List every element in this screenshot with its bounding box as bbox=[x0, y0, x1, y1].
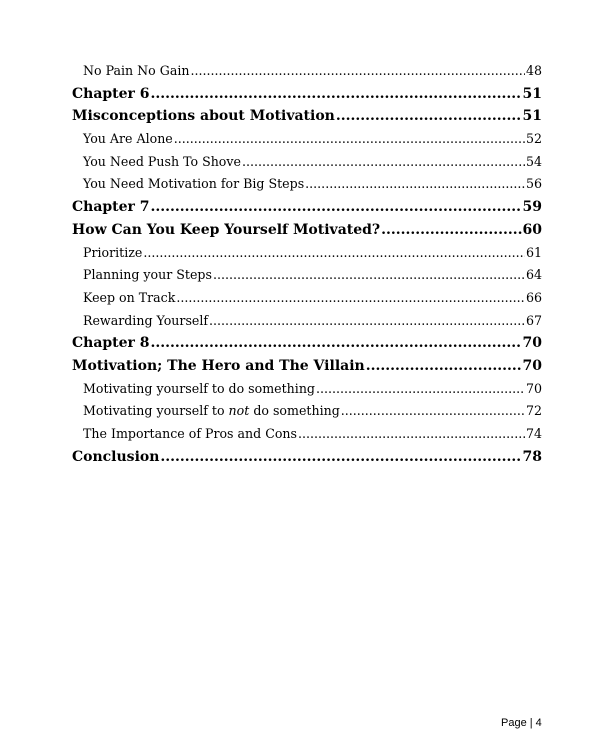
toc-entry[interactable] bbox=[72, 423, 542, 446]
toc-entry-title: Misconceptions about Motivation bbox=[72, 108, 335, 125]
toc-leader-dots bbox=[176, 287, 525, 310]
toc-entry-title: Chapter 6 bbox=[72, 85, 150, 102]
toc-entry[interactable] bbox=[72, 287, 542, 310]
toc-entry-page: 54 bbox=[525, 153, 542, 169]
toc-leader-dots bbox=[305, 173, 525, 196]
toc-entry-page: 78 bbox=[522, 448, 542, 465]
toc-entry[interactable] bbox=[72, 105, 542, 128]
toc-leader-dots bbox=[242, 151, 525, 174]
toc-entry-title: Keep on Track bbox=[83, 289, 176, 305]
toc-entry-page: 56 bbox=[525, 176, 542, 192]
toc-entry-title: Prioritize bbox=[83, 244, 143, 260]
toc-leader-dots bbox=[151, 196, 522, 219]
toc-entry-page: 66 bbox=[525, 289, 542, 305]
toc-entry[interactable] bbox=[72, 173, 542, 196]
toc-entry[interactable] bbox=[72, 219, 542, 242]
toc-entry[interactable] bbox=[72, 264, 542, 287]
toc-leader-dots bbox=[336, 105, 522, 128]
toc-entry-page: 52 bbox=[525, 131, 542, 147]
toc-leader-dots bbox=[160, 446, 521, 469]
toc-entry[interactable] bbox=[72, 128, 542, 151]
toc-entry-page: 61 bbox=[525, 244, 542, 260]
toc-entry-page: 72 bbox=[525, 403, 542, 419]
toc-entry-title bbox=[83, 400, 340, 423]
toc-entry[interactable] bbox=[72, 310, 542, 333]
toc-entry-title: Chapter 7 bbox=[72, 199, 150, 216]
toc-entry-page: 59 bbox=[522, 199, 542, 216]
toc-entry[interactable] bbox=[72, 151, 542, 174]
toc-entry-page: 64 bbox=[525, 267, 542, 283]
toc-leader-dots bbox=[151, 83, 522, 106]
toc-leader-dots bbox=[174, 128, 525, 151]
toc-entry-page: 67 bbox=[525, 312, 542, 328]
toc-leader-dots bbox=[366, 355, 522, 378]
toc-entry[interactable] bbox=[72, 332, 542, 355]
table-of-contents bbox=[72, 60, 542, 468]
toc-entry-title: Rewarding Yourself bbox=[83, 312, 209, 328]
toc-entry[interactable] bbox=[72, 242, 542, 265]
toc-entry-page: 51 bbox=[522, 108, 542, 125]
page-separator: | bbox=[529, 717, 533, 729]
toc-entry-page: 48 bbox=[525, 63, 542, 78]
toc-leader-dots bbox=[209, 310, 525, 333]
toc-entry[interactable] bbox=[72, 446, 542, 469]
toc-entry-title: Motivation; The Hero and The Villain bbox=[72, 357, 365, 374]
toc-entry-title: Planning your Steps bbox=[83, 267, 212, 283]
toc-entry-title: How Can You Keep Yourself Motivated? bbox=[72, 221, 381, 238]
toc-entry-title: You Are Alone bbox=[83, 131, 173, 147]
page-footer bbox=[501, 717, 542, 729]
toc-entry[interactable] bbox=[72, 60, 542, 83]
toc-entry-page: 51 bbox=[522, 85, 542, 102]
page-label: Page bbox=[501, 717, 527, 729]
toc-leader-dots bbox=[381, 219, 521, 242]
toc-leader-dots bbox=[316, 378, 525, 401]
toc-leader-dots bbox=[143, 242, 525, 265]
toc-entry-title-emphasis: not bbox=[228, 403, 250, 419]
page-number: 4 bbox=[535, 717, 542, 729]
toc-entry[interactable] bbox=[72, 400, 542, 423]
toc-leader-dots bbox=[151, 332, 522, 355]
toc-entry-title: Motivating yourself to do something bbox=[83, 380, 315, 396]
toc-entry[interactable] bbox=[72, 196, 542, 219]
toc-entry-page: 74 bbox=[525, 426, 542, 441]
toc-leader-dots bbox=[341, 400, 525, 423]
toc-leader-dots bbox=[213, 264, 525, 287]
toc-entry-page: 70 bbox=[522, 335, 542, 352]
toc-entry-title: The Importance of Pros and Cons bbox=[83, 426, 298, 441]
toc-entry-title: Chapter 8 bbox=[72, 335, 150, 352]
toc-entry-title: No Pain No Gain bbox=[83, 63, 190, 78]
toc-entry-title-pre: Motivating yourself to bbox=[83, 403, 229, 419]
toc-leader-dots bbox=[190, 60, 524, 83]
toc-entry[interactable] bbox=[72, 378, 542, 401]
toc-entry[interactable] bbox=[72, 83, 542, 106]
toc-entry[interactable] bbox=[72, 355, 542, 378]
toc-entry-title: You Need Push To Shove bbox=[83, 153, 241, 169]
toc-entry-page: 70 bbox=[525, 380, 542, 396]
toc-leader-dots bbox=[298, 423, 525, 446]
toc-entry-title: You Need Motivation for Big Steps bbox=[83, 176, 305, 192]
toc-entry-title: Conclusion bbox=[72, 448, 160, 465]
toc-entry-page: 70 bbox=[522, 357, 542, 374]
toc-entry-page: 60 bbox=[522, 221, 542, 238]
toc-entry-title-post: do something bbox=[249, 403, 340, 419]
